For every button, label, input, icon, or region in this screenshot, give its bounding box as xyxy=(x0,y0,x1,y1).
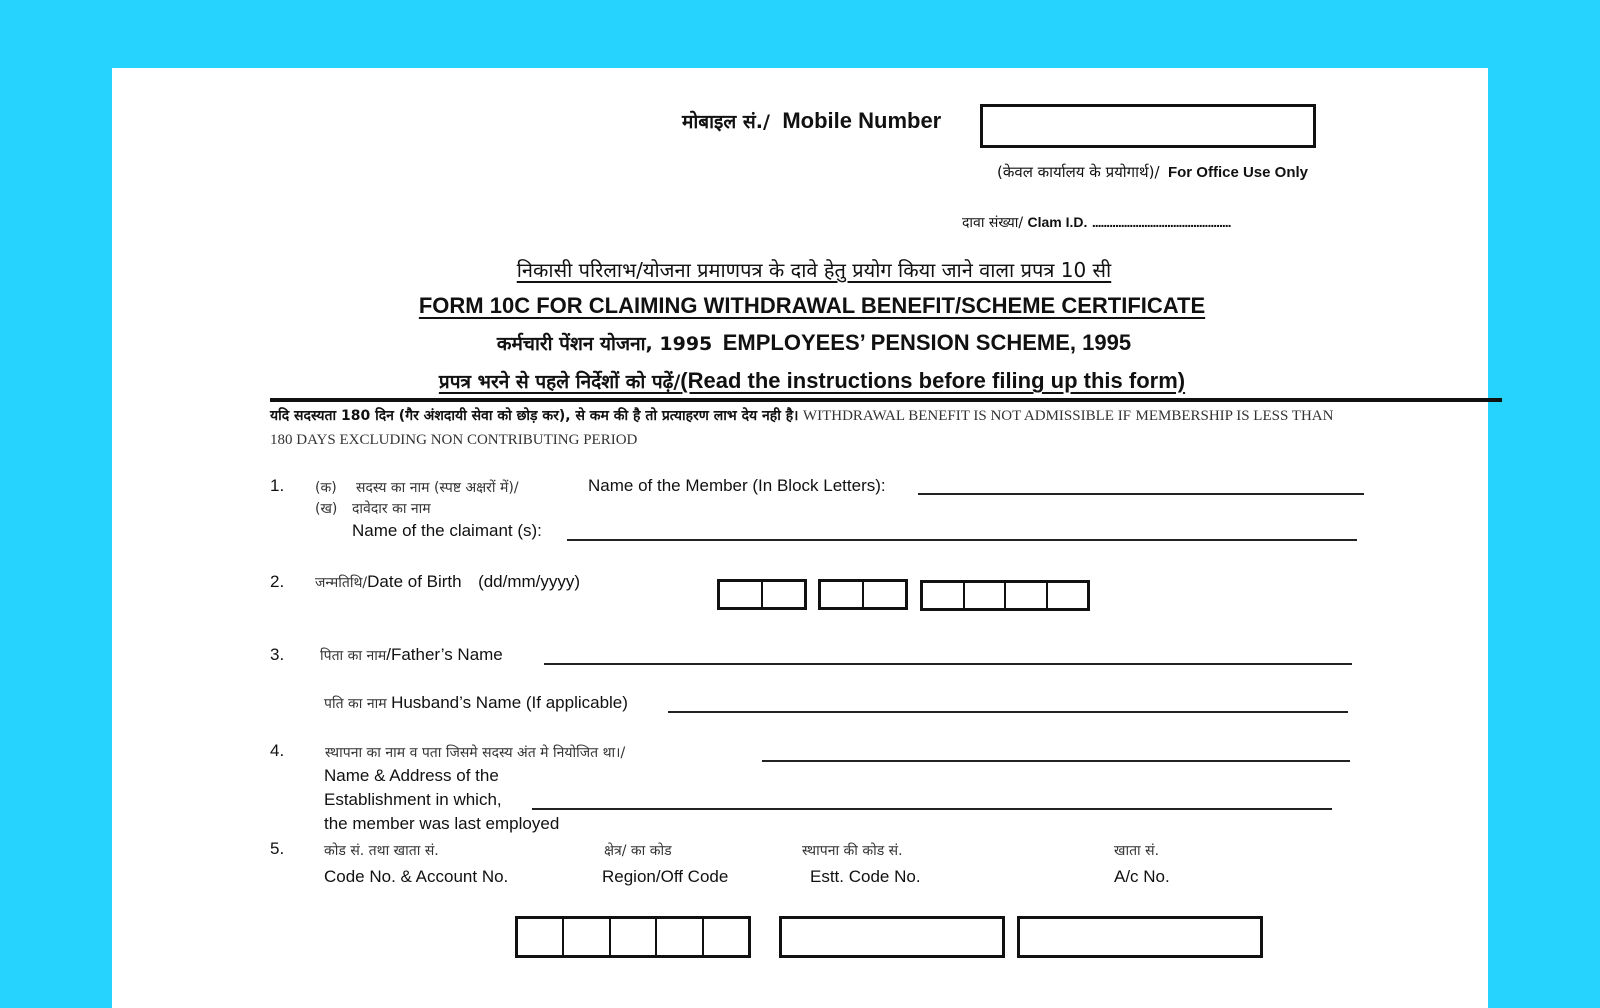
dob-year-digit[interactable] xyxy=(965,583,1007,608)
field-1a-marker: (क) xyxy=(315,480,337,496)
mobile-label xyxy=(682,108,941,134)
dob-day-digit[interactable] xyxy=(720,582,763,607)
establishment-label-en-1: Name & Address of the xyxy=(324,766,499,785)
scheme-title-hi: कर्मचारी पेंशन योजना, 1995 xyxy=(496,333,713,355)
dob-year-digit[interactable] xyxy=(1048,583,1088,608)
claim-id-hi: दावा संख्या/ xyxy=(962,215,1024,231)
region-code-boxes[interactable] xyxy=(515,916,751,958)
eligibility-notice xyxy=(270,404,1350,452)
father-name-input[interactable] xyxy=(544,663,1352,665)
father-name-label-en: /Father’s Name xyxy=(386,645,503,664)
region-code-label-hi: क्षेत्र/ का कोड xyxy=(604,843,672,859)
estt-code-label-hi: स्थापना की कोड सं. xyxy=(802,843,903,859)
ac-no-label-hi: खाता सं. xyxy=(1114,843,1160,859)
dob-month-digit[interactable] xyxy=(821,582,864,607)
dob-month-digit[interactable] xyxy=(864,582,905,607)
estt-code-label: Estt. Code No. xyxy=(810,867,921,886)
region-code-label: Region/Off Code xyxy=(602,867,729,886)
mobile-number-input[interactable] xyxy=(980,104,1316,148)
field-1-number: 1. xyxy=(270,476,285,495)
instructions-title xyxy=(112,368,1488,394)
dob-day-digit[interactable] xyxy=(763,582,804,607)
title-hindi: निकासी परिलाभ/योजना प्रमाणपत्र के दावे हेतु प्रयोग किया जाने वाला प्रपत्र 10 सी xyxy=(516,258,1112,282)
husband-name-label-en: Husband’s Name (If applicable) xyxy=(391,693,628,712)
region-code-digit[interactable] xyxy=(564,919,610,955)
scheme-title-en: EMPLOYEES’ PENSION SCHEME, 1995 xyxy=(722,330,1132,355)
mobile-label-en: Mobile Number xyxy=(782,108,942,133)
dob-year-boxes[interactable] xyxy=(920,580,1090,611)
code-account-label-hi: कोड सं. तथा खाता सं. xyxy=(324,843,439,859)
instructions-en: (Read the instructions before filing up this form) xyxy=(680,368,1186,393)
field-5-number: 5. xyxy=(270,839,285,858)
claimant-name-label-hi: दावेदार का नाम xyxy=(352,501,431,517)
instructions-hi: प्रपत्र भरने से पहले निर्देशों को पढ़ें/ xyxy=(438,371,681,393)
notice-en-1: WITHDRAWAL BENEFIT IS NOT ADMISSIBLE IF xyxy=(802,408,1132,424)
member-name-input[interactable] xyxy=(918,493,1364,495)
father-name-label-hi: पिता का नाम xyxy=(320,648,387,664)
region-code-digit[interactable] xyxy=(611,919,657,955)
claimant-name-label: Name of the claimant (s): xyxy=(352,521,542,540)
dob-label xyxy=(315,572,580,592)
establishment-label-en-3: the member was last employed xyxy=(324,814,560,833)
husband-name-input[interactable] xyxy=(668,711,1348,713)
dob-label-en: Date of Birth xyxy=(367,572,462,591)
establishment-input-line-1[interactable] xyxy=(762,760,1350,762)
father-name-label xyxy=(320,645,503,665)
code-account-label: Code No. & Account No. xyxy=(324,867,509,886)
office-use-en: For Office Use Only xyxy=(1167,164,1309,181)
field-3-number: 3. xyxy=(270,645,285,664)
notice-hi: यदि सदस्यता 180 दिन (गैर अंशदायी सेवा को छोड़ कर), से कम की है तो प्रत्याहरण लाभ देय नही है। xyxy=(270,408,799,424)
establishment-label-en-2: Establishment in which, xyxy=(324,790,502,809)
dob-month-boxes[interactable] xyxy=(818,579,908,610)
establishment-label-hi: स्थापना का नाम व पता जिसमे सदस्य अंत मे नियोजित था।/ xyxy=(325,745,626,761)
notice-en-2: MEMBERSHIP IS LESS THAN 180 DAYS EXCLUDING NON CONTRIBUTING PERIOD xyxy=(270,408,1334,448)
region-code-digit[interactable] xyxy=(704,919,748,955)
dob-label-hi: जन्मतिथि/ xyxy=(315,575,368,591)
claimant-name-input[interactable] xyxy=(567,539,1357,541)
office-use-label xyxy=(997,162,1308,182)
husband-name-label xyxy=(324,693,628,713)
claim-id-field[interactable]: ................................................ xyxy=(1091,214,1231,230)
dob-year-digit[interactable] xyxy=(1006,583,1048,608)
claim-id-en: Clam I.D. xyxy=(1027,214,1088,230)
form-page xyxy=(112,68,1488,1008)
header-divider xyxy=(270,398,1502,402)
claim-id-row xyxy=(962,213,1231,232)
establishment-input-line-2[interactable] xyxy=(532,808,1332,810)
estt-code-input[interactable] xyxy=(779,916,1005,958)
office-use-hi: (केवल कार्यालय के प्रयोगार्थ)/ xyxy=(997,163,1160,181)
ac-no-label: A/c No. xyxy=(1114,867,1170,886)
title-english: FORM 10C FOR CLAIMING WITHDRAWAL BENEFIT/SCHEME CERTIFICATE xyxy=(418,293,1206,318)
ac-no-input[interactable] xyxy=(1017,916,1263,958)
scheme-title xyxy=(112,330,1488,356)
field-4-number: 4. xyxy=(270,741,285,760)
mobile-label-hi: मोबाइल सं./ xyxy=(682,111,770,133)
dob-day-boxes[interactable] xyxy=(717,579,807,610)
dob-format: (dd/mm/yyyy) xyxy=(478,572,581,591)
field-2-number: 2. xyxy=(270,572,285,591)
member-name-label-hi: सदस्य का नाम (स्पष्ट अक्षरों में)/ xyxy=(356,480,519,496)
member-name-label: Name of the Member (In Block Letters): xyxy=(588,476,886,495)
region-code-digit[interactable] xyxy=(518,919,564,955)
field-1b-marker: (ख) xyxy=(315,501,338,517)
dob-year-digit[interactable] xyxy=(923,583,965,608)
husband-name-label-hi: पति का नाम xyxy=(324,696,387,712)
region-code-digit[interactable] xyxy=(657,919,703,955)
